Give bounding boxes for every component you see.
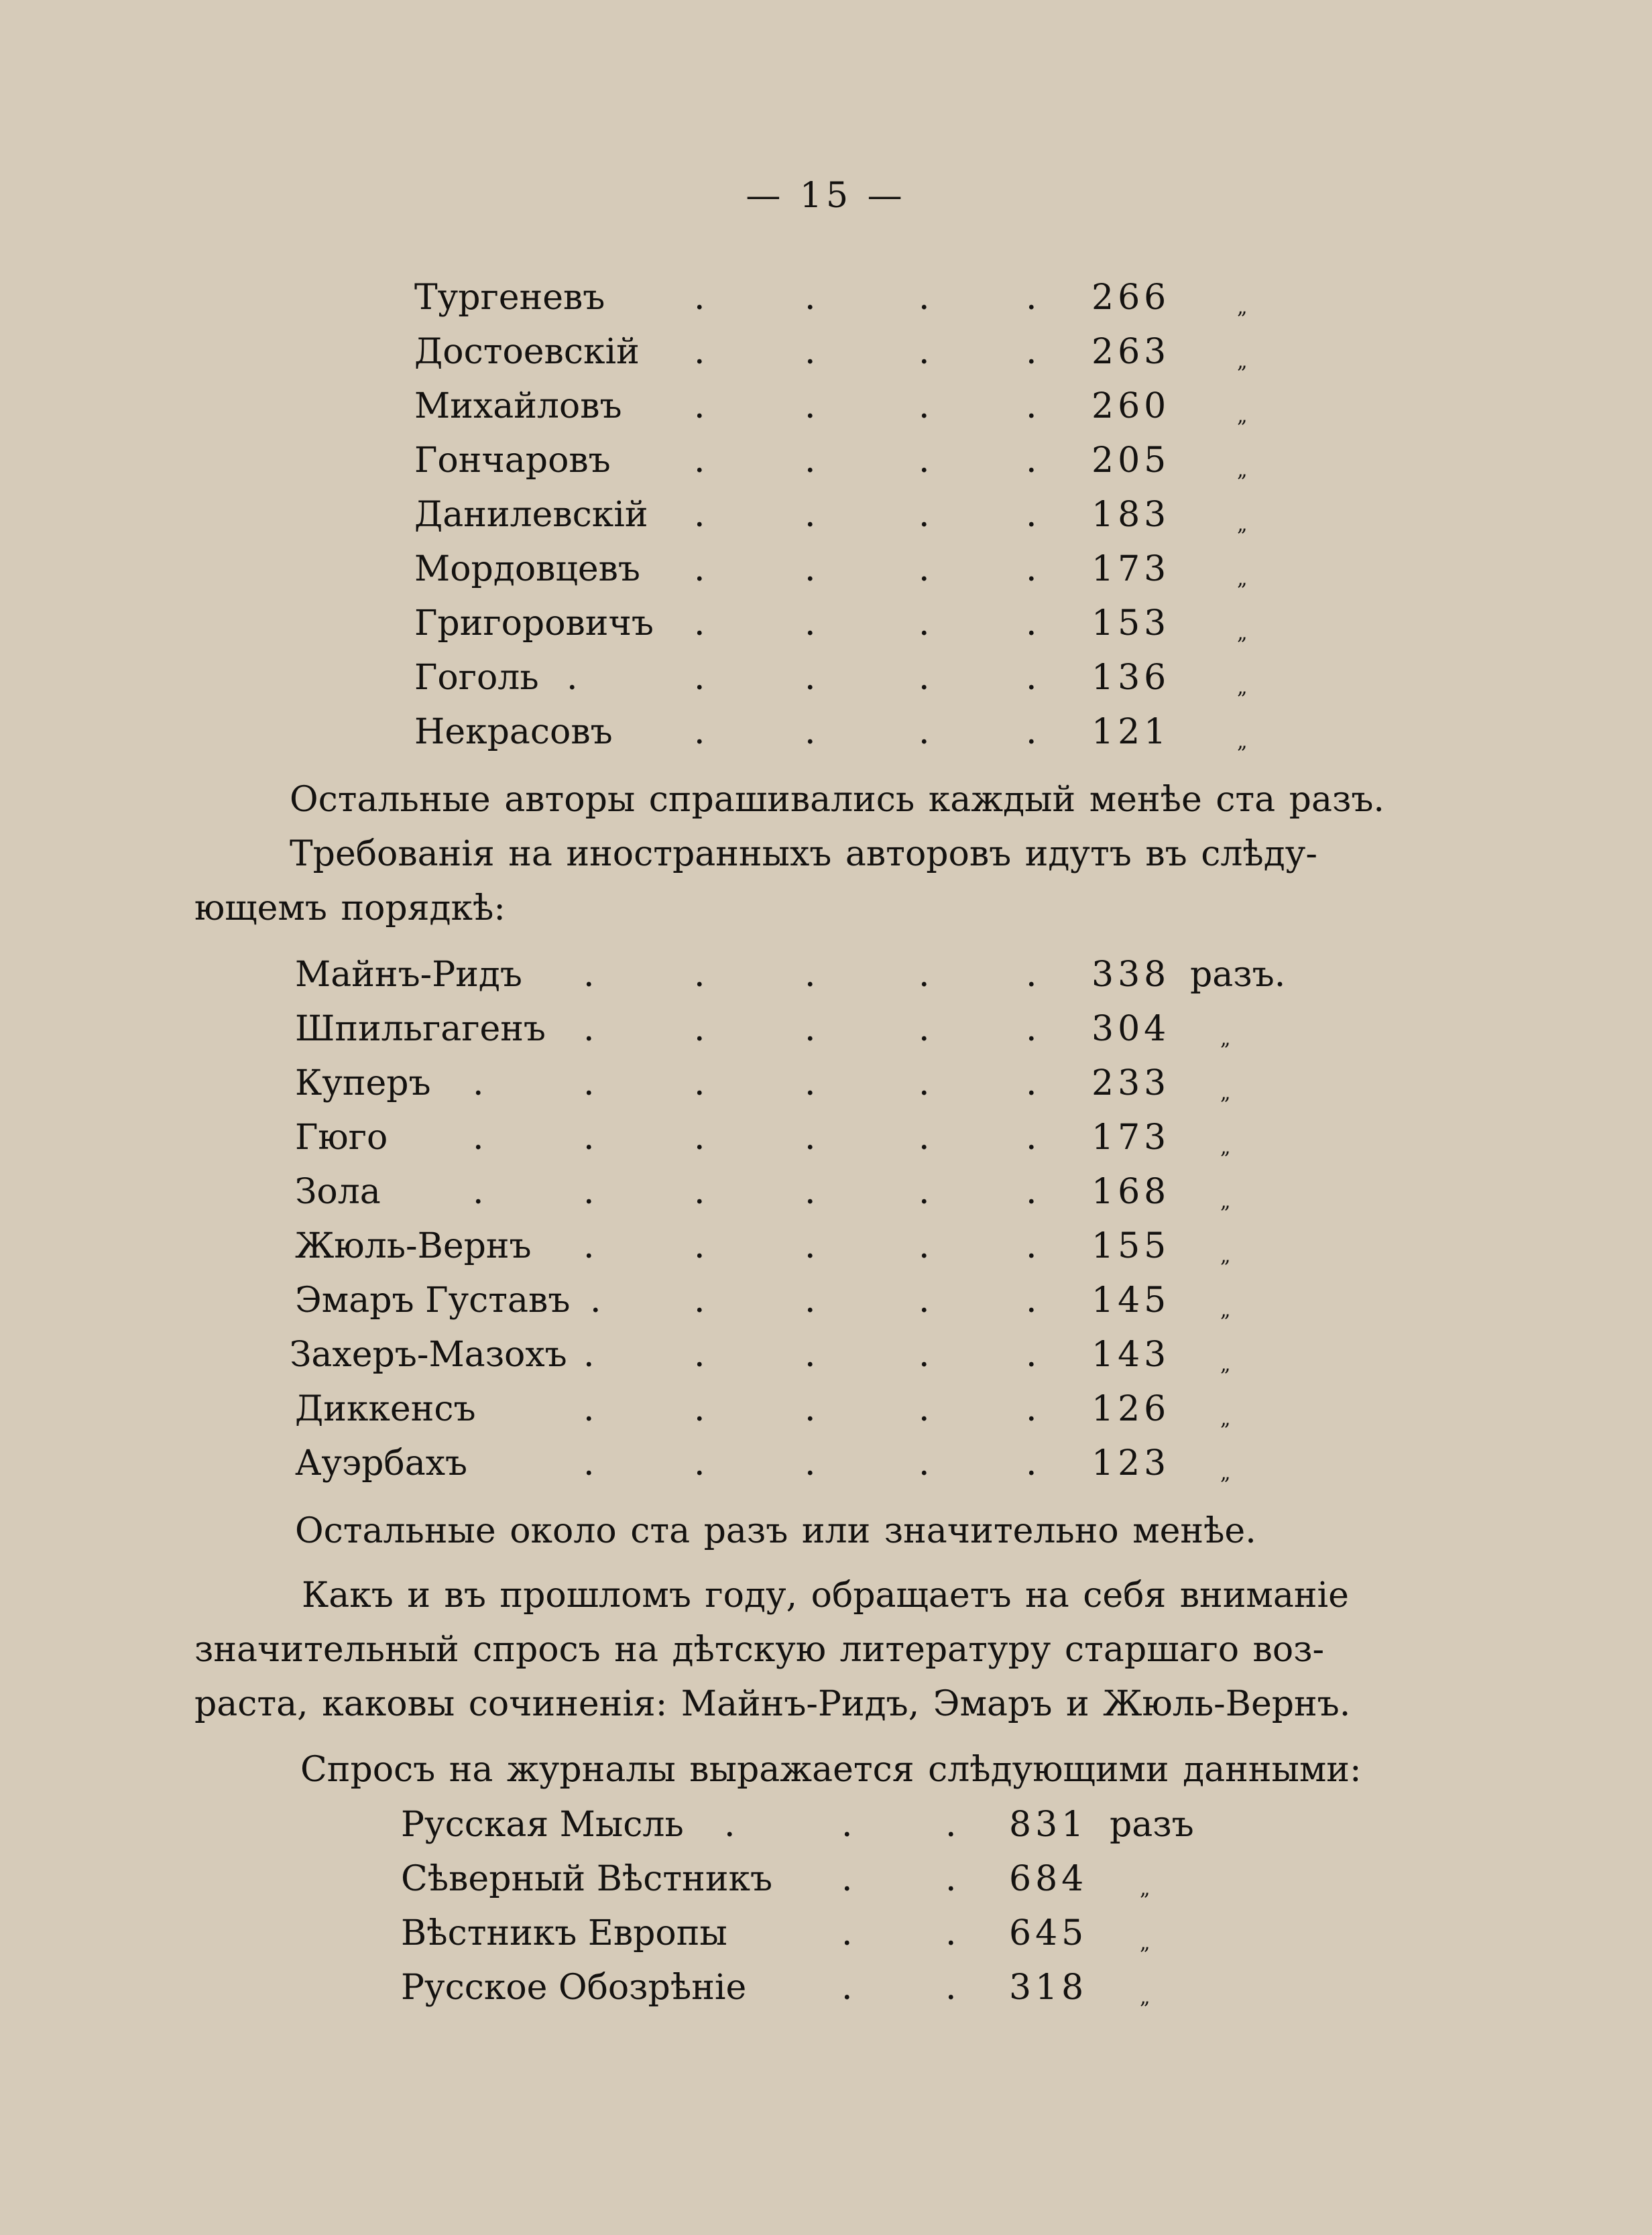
leader-dot: . xyxy=(694,1172,705,1212)
request-count: 263 xyxy=(1092,332,1171,372)
ditto-mark: „ xyxy=(1220,1190,1231,1213)
leader-dot: . xyxy=(1026,1335,1037,1375)
leader-dot: . xyxy=(694,278,705,318)
unit-label: разъ xyxy=(1110,1805,1194,1845)
leader-dot: . xyxy=(919,1280,930,1321)
paragraph-children-literature: Какъ и въ прошломъ году, обращаетъ на себя вниманіе значительный спросъ на дѣтскую литературу старшаго воз- раста, каковы сочиненія: Майнъ-Ридъ, Эмаръ и Жюль-Вернъ. xyxy=(194,1575,1351,1724)
russian-authors-list xyxy=(0,271,1652,760)
leader-dot: . xyxy=(1026,1280,1037,1321)
list-item xyxy=(0,1056,1652,1111)
paragraph-journals-intro: Спросъ на журналы выражается слѣдующими данными: xyxy=(300,1750,1362,1790)
ditto-mark: „ xyxy=(1237,459,1248,482)
leader-dot: . xyxy=(919,549,930,589)
leader-dot: . xyxy=(694,1009,705,1049)
leader-dot: . xyxy=(805,440,816,481)
ditto-mark: „ xyxy=(1220,1298,1231,1322)
author-name: Михайловъ xyxy=(414,386,622,426)
ditto-mark: „ xyxy=(1220,1407,1231,1431)
request-count: 145 xyxy=(1092,1280,1171,1321)
leader-dot: . xyxy=(694,386,705,426)
request-count: 173 xyxy=(1092,1118,1171,1158)
list-item xyxy=(0,434,1652,488)
leader-dot: . xyxy=(694,658,705,698)
leader-dot: . xyxy=(583,1118,595,1158)
leader-dot: . xyxy=(1026,1009,1037,1049)
leader-dot: . xyxy=(1026,1226,1037,1266)
author-name: Григоровичъ xyxy=(414,603,654,644)
paragraph-rest-russian: Остальные авторы спрашивались каждый менѣе ста разъ. xyxy=(290,780,1384,820)
ditto-mark: „ xyxy=(1237,730,1248,753)
leader-dot: . xyxy=(805,658,816,698)
paragraph-rest-foreign: Остальные около ста разъ или значительно менѣе. xyxy=(295,1511,1256,1551)
leader-dot: . xyxy=(1026,278,1037,318)
leader-dot: . xyxy=(841,1859,853,1899)
ditto-mark: „ xyxy=(1140,1877,1150,1900)
leader-dot: . xyxy=(805,386,816,426)
author-name: Жюль-Вернъ xyxy=(295,1226,532,1266)
request-count: 168 xyxy=(1092,1172,1171,1212)
leader-dot: . xyxy=(1026,1063,1037,1103)
list-item xyxy=(0,651,1652,705)
leader-dot: . xyxy=(919,495,930,535)
leader-dot: . xyxy=(1026,386,1037,426)
list-item xyxy=(0,325,1652,379)
leader-dot: . xyxy=(1026,658,1037,698)
ditto-mark: „ xyxy=(1237,676,1248,699)
leader-dot: . xyxy=(919,332,930,372)
leader-dot: . xyxy=(919,1443,930,1484)
leader-dot: . xyxy=(1026,603,1037,644)
author-name: Зола xyxy=(295,1172,381,1212)
leader-dot: . xyxy=(1026,549,1037,589)
list-item xyxy=(0,1961,1652,2015)
ditto-mark: „ xyxy=(1237,621,1248,645)
leader-dot: . xyxy=(694,1280,705,1321)
ditto-mark: „ xyxy=(1220,1461,1231,1485)
leader-dot: . xyxy=(1026,712,1037,752)
leader-dot: . xyxy=(919,440,930,481)
list-item xyxy=(0,1002,1652,1056)
list-item xyxy=(0,948,1652,1002)
leader-dot: . xyxy=(919,1009,930,1049)
ditto-mark: „ xyxy=(1237,513,1248,536)
leader-dot: . xyxy=(919,1335,930,1375)
leader-dot: . xyxy=(583,955,595,995)
ditto-mark: „ xyxy=(1237,350,1248,373)
request-count: 233 xyxy=(1092,1063,1171,1103)
leader-dot: . xyxy=(694,495,705,535)
ditto-mark: „ xyxy=(1140,1986,1150,2009)
leader-dot: . xyxy=(583,1172,595,1212)
leader-dot: . xyxy=(919,386,930,426)
leader-dot: . xyxy=(919,1118,930,1158)
author-name: Мордовцевъ xyxy=(414,549,641,589)
list-item xyxy=(0,488,1652,542)
author-name: Тургеневъ xyxy=(414,278,605,318)
leader-dot: . xyxy=(805,1009,816,1049)
leader-dot: . xyxy=(841,1913,853,1953)
request-count: 153 xyxy=(1092,603,1171,644)
leader-dot: . xyxy=(919,1063,930,1103)
leader-dot: . xyxy=(805,1335,816,1375)
leader-dot: . xyxy=(1026,1389,1037,1429)
ditto-mark: „ xyxy=(1220,1136,1231,1159)
leader-dot: . xyxy=(805,549,816,589)
ditto-mark: „ xyxy=(1220,1244,1231,1268)
author-name: Куперъ xyxy=(295,1063,431,1103)
request-count: 831 xyxy=(1009,1805,1088,1845)
leader-dot: . xyxy=(919,1389,930,1429)
leader-dot: . xyxy=(805,1443,816,1484)
request-count: 173 xyxy=(1092,549,1171,589)
unit-label: разъ. xyxy=(1190,955,1286,995)
request-count: 684 xyxy=(1009,1859,1088,1899)
leader-dot: . xyxy=(694,1226,705,1266)
leader-dot: . xyxy=(805,1389,816,1429)
leader-dot: . xyxy=(1026,332,1037,372)
leader-dot: . xyxy=(583,1063,595,1103)
journal-name: Русская Мысль xyxy=(401,1805,684,1845)
leader-dot: . xyxy=(583,1389,595,1429)
leader-dot: . xyxy=(694,549,705,589)
leader-dot: . xyxy=(473,1118,484,1158)
leader-dot: . xyxy=(1026,955,1037,995)
list-item xyxy=(0,1274,1652,1328)
leader-dot: . xyxy=(567,658,578,698)
journal-name: Вѣстникъ Европы xyxy=(401,1913,727,1953)
author-name: Эмаръ Густавъ xyxy=(295,1280,571,1321)
page-number: — 15 — xyxy=(746,176,906,216)
author-name: Диккенсъ xyxy=(295,1389,476,1429)
author-name: Гюго xyxy=(295,1118,388,1158)
request-count: 205 xyxy=(1092,440,1171,481)
leader-dot: . xyxy=(919,603,930,644)
ditto-mark: „ xyxy=(1237,296,1248,319)
author-name: Достоевскій xyxy=(414,332,640,372)
leader-dot: . xyxy=(805,1063,816,1103)
leader-dot: . xyxy=(694,1063,705,1103)
request-count: 123 xyxy=(1092,1443,1171,1484)
leader-dot: . xyxy=(1026,440,1037,481)
list-item xyxy=(0,597,1652,651)
leader-dot: . xyxy=(919,955,930,995)
leader-dot: . xyxy=(473,1063,484,1103)
leader-dot: . xyxy=(694,440,705,481)
leader-dot: . xyxy=(919,1172,930,1212)
journal-name: Сѣверный Вѣстникъ xyxy=(401,1859,773,1899)
leader-dot: . xyxy=(583,1443,595,1484)
leader-dot: . xyxy=(919,658,930,698)
list-item xyxy=(0,1798,1652,1852)
leader-dot: . xyxy=(583,1226,595,1266)
leader-dot: . xyxy=(1026,495,1037,535)
leader-dot: . xyxy=(694,1118,705,1158)
journals-list xyxy=(0,1798,1652,2015)
leader-dot: . xyxy=(694,332,705,372)
leader-dot: . xyxy=(473,1172,484,1212)
ditto-mark: „ xyxy=(1237,404,1248,428)
list-item xyxy=(0,1111,1652,1165)
list-item xyxy=(0,705,1652,760)
leader-dot: . xyxy=(694,1389,705,1429)
request-count: 155 xyxy=(1092,1226,1171,1266)
request-count: 645 xyxy=(1009,1913,1088,1953)
leader-dot: . xyxy=(805,278,816,318)
request-count: 318 xyxy=(1009,1968,1088,2008)
request-count: 126 xyxy=(1092,1389,1171,1429)
author-name: Захеръ-Мазохъ xyxy=(290,1335,567,1375)
request-count: 121 xyxy=(1092,712,1171,752)
leader-dot: . xyxy=(1026,1118,1037,1158)
list-item xyxy=(0,1852,1652,1907)
list-item xyxy=(0,1907,1652,1961)
journal-name: Русское Обозрѣніе xyxy=(401,1968,747,2008)
request-count: 183 xyxy=(1092,495,1171,535)
list-item xyxy=(0,542,1652,597)
leader-dot: . xyxy=(583,1009,595,1049)
leader-dot: . xyxy=(805,955,816,995)
leader-dot: . xyxy=(724,1805,735,1845)
leader-dot: . xyxy=(805,1172,816,1212)
leader-dot: . xyxy=(805,1280,816,1321)
leader-dot: . xyxy=(583,1335,595,1375)
leader-dot: . xyxy=(694,712,705,752)
request-count: 266 xyxy=(1092,278,1171,318)
leader-dot: . xyxy=(945,1968,957,2008)
leader-dot: . xyxy=(694,1335,705,1375)
ditto-mark: „ xyxy=(1220,1027,1231,1050)
request-count: 136 xyxy=(1092,658,1171,698)
leader-dot: . xyxy=(945,1805,957,1845)
leader-dot: . xyxy=(805,1118,816,1158)
leader-dot: . xyxy=(1026,1443,1037,1484)
list-item xyxy=(0,1165,1652,1219)
author-name: Шпильгагенъ xyxy=(295,1009,546,1049)
leader-dot: . xyxy=(1026,1172,1037,1212)
author-name: Гоголь xyxy=(414,658,539,698)
author-name: Гончаровъ xyxy=(414,440,611,481)
leader-dot: . xyxy=(919,712,930,752)
author-name: Майнъ-Ридъ xyxy=(295,955,522,995)
foreign-authors-list xyxy=(0,948,1652,1491)
author-name: Некрасовъ xyxy=(414,712,613,752)
ditto-mark: „ xyxy=(1220,1081,1231,1105)
request-count: 143 xyxy=(1092,1335,1171,1375)
ditto-mark: „ xyxy=(1140,1931,1150,1955)
leader-dot: . xyxy=(805,1226,816,1266)
leader-dot: . xyxy=(945,1859,957,1899)
leader-dot: . xyxy=(841,1968,853,2008)
ditto-mark: „ xyxy=(1220,1353,1231,1376)
author-name: Данилевскій xyxy=(414,495,648,535)
leader-dot: . xyxy=(919,1226,930,1266)
request-count: 260 xyxy=(1092,386,1171,426)
request-count: 338 xyxy=(1092,955,1171,995)
leader-dot: . xyxy=(805,495,816,535)
leader-dot: . xyxy=(694,603,705,644)
leader-dot: . xyxy=(805,603,816,644)
leader-dot: . xyxy=(694,955,705,995)
list-item xyxy=(0,1437,1652,1491)
author-name: Ауэрбахъ xyxy=(295,1443,468,1484)
list-item xyxy=(0,1382,1652,1437)
leader-dot: . xyxy=(805,332,816,372)
leader-dot: . xyxy=(919,278,930,318)
leader-dot: . xyxy=(805,712,816,752)
leader-dot: . xyxy=(841,1805,853,1845)
leader-dot: . xyxy=(945,1913,957,1953)
leader-dot: . xyxy=(590,1280,601,1321)
request-count: 304 xyxy=(1092,1009,1171,1049)
list-item xyxy=(0,1219,1652,1274)
list-item xyxy=(0,1328,1652,1382)
paragraph-foreign-intro: Требованія на иностранныхъ авторовъ идутъ въ слѣду- ющемъ порядкѣ: xyxy=(194,834,1317,928)
list-item xyxy=(0,379,1652,434)
leader-dot: . xyxy=(694,1443,705,1484)
list-item xyxy=(0,271,1652,325)
ditto-mark: „ xyxy=(1237,567,1248,591)
